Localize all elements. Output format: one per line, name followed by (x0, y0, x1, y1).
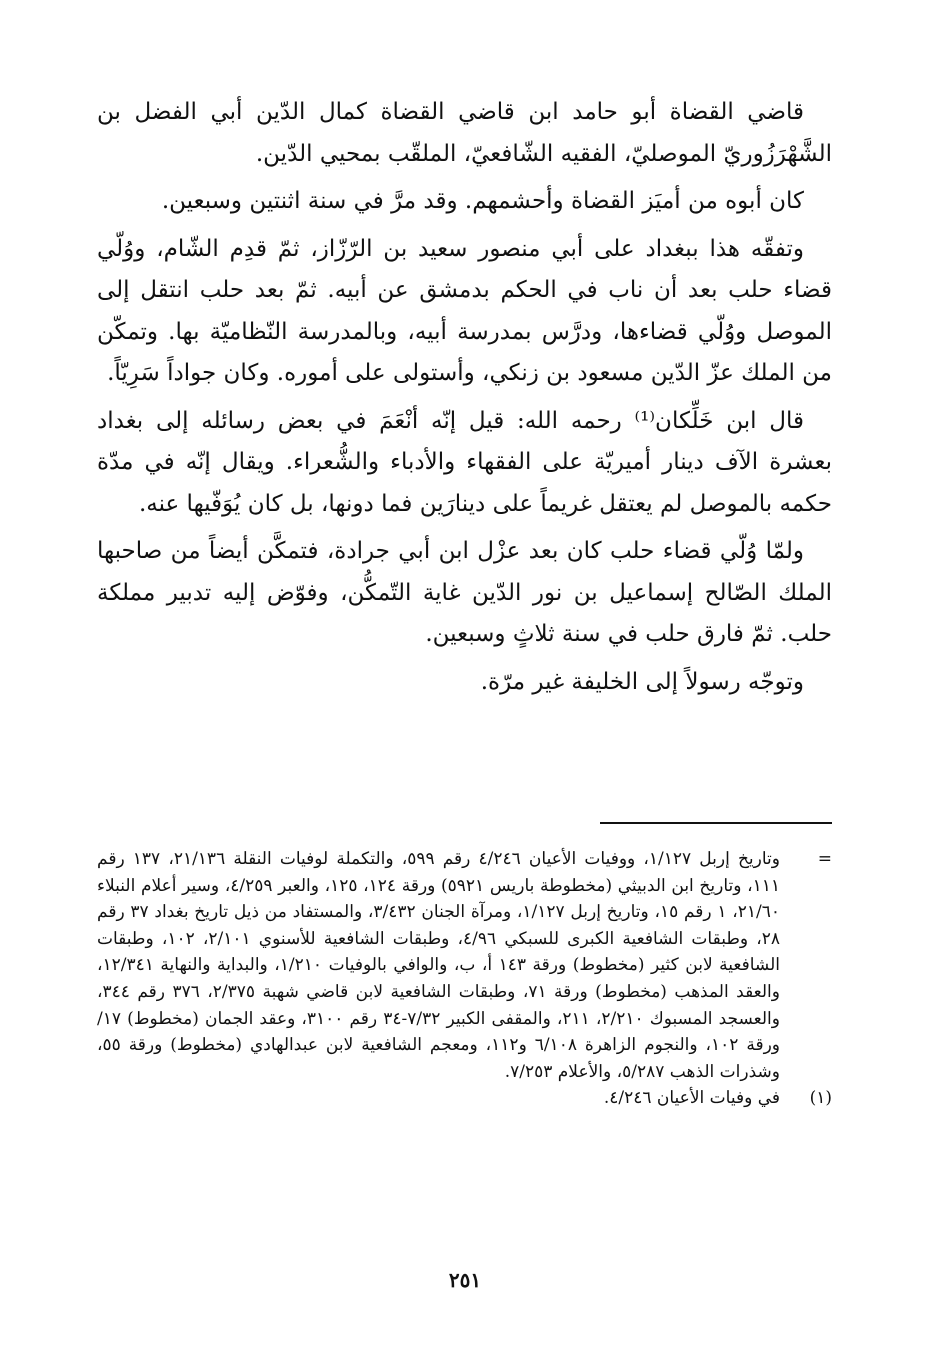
footnotes (97, 846, 832, 1112)
footnote-1 (97, 1085, 832, 1112)
paragraph-3: وتفقّه هذا ببغداد على أبي منصور سعيد بن الرّزّاز، ثمّ قدِم الشّام، ووُلّي قضاء حلب بعد أن ناب في الحكم بدمشق عن أبيه. ثمّ بعد حلب انتقل إلى الموصل ووُلّي قضاءها، ودرَّس بمدرسة أبيه، وبالمدرسة النّظاميّة بها. وتمكّن من الملك عزّ الدّين مسعود بن زنكي، وأستولى على أموره. وكان جواداً سَرِيّاً. (97, 235, 832, 386)
paragraph-5: ولمّا وُلّي قضاء حلب كان بعد عزْل ابن أبي جرادة، فتمكَّن أيضاً من صاحبها الملك الصّالح إسماعيل بن نور الدّين غاية التّمكُّن، وفوّض إليه تدبير مملكة حلب. ثمّ فارق حلب في سنة ثلاثٍ وسبعين. (97, 538, 832, 647)
footnote-continued (97, 846, 832, 1085)
footnote-marker: (١) (809, 1088, 832, 1109)
paragraph-1: قاضي القضاة أبو حامد ابن قاضي القضاة كمال الدّين أبي الفضل بن الشَّهْرَزُوريّ الموصليّ، الفقيه الشّافعيّ، الملقّب بمحيي الدّين. (97, 99, 832, 167)
paragraph-4: قال ابن خَلِّكان⁽¹⁾ رحمه الله: قيل إنّه أنْعَمَ في بعض رسائله إلى بغداد بعشرة الآف دينار أميريّة على الفقهاء والأدباء والشُّعراء. ويقال إنّه في مدّة حكمه بالموصل لم يعتقل غريماً على دينارَين فما دونها، بل كان يُوَفّيها عنه. (97, 407, 832, 517)
footnote-marker: = (817, 849, 832, 869)
footnote-divider (600, 822, 832, 824)
page-number: ٢٥١ (448, 1268, 482, 1292)
main-text (97, 92, 832, 709)
footnote-text: وتاريخ إربل ١/١٢٧، ووفيات الأعيان ٤/٢٤٦ رقم ٥٩٩، والتكملة لوفيات النقلة ٢١/١٣٦، ١٣٧ رقم ١١١، وتاريخ ابن الدبيثي (مخطوطة باريس ٥٩٢١) ورقة ١٢٤، ١٢٥، والعبر ٤/٢٥٩، وسير أعلام النبلاء ٢١/٦٠، ١ رقم ١٥، وتاريخ إربل ١/١٢٧، ومرآة الجنان ٣/٤٣٢، والمستفاد من ذيل تاريخ بغداد ٣٧ رقم ٢٨، وطبقات الشافعية الكبرى للسبكي ٤/٩٦، وطبقات الشافعية للأسنوي ٢/١٠١، ١٠٢، وطبقات الشافعية لابن كثير (مخطوط) ورقة ١٤٣ أ، ب، والوافي بالوفيات ١/٢١٠، والبداية والنهاية ١٢/٣٤١، والعقد المذهب (مخطوط) ورقة ٧١، وطبقات الشافعية لابن قاضي شهبة ٢/٣٧٥، ٣٧٦ رقم ٣٤٤، والعسجد المسبوك ٢/٢١٠، ٢١١، والمقفى الكبير ٧/٣٢-٣٤ رقم ٣١٠٠، وعقد الجمان (مخطوط) ١٧/ورقة ١٠٢، والنجوم الزاهرة ٦/١٠٨ و١١٢، ومعجم الشافعية لابن عبدالهادي (مخطوط) ورقة ٥٥، وشذرات الذهب ٥/٢٨٧، والأعلام ٧/٢٥٣. (97, 849, 781, 1082)
paragraph-2: كان أبوه من أميَز القضاة وأحشمهم. وقد مرَّ في سنة اثنتين وسبعين. (161, 188, 804, 214)
paragraph-6: وتوجّه رسولاً إلى الخليفة غير مرّة. (480, 668, 804, 695)
footnote-text: في وفيات الأعيان ٤/٢٤٦. (603, 1088, 780, 1109)
